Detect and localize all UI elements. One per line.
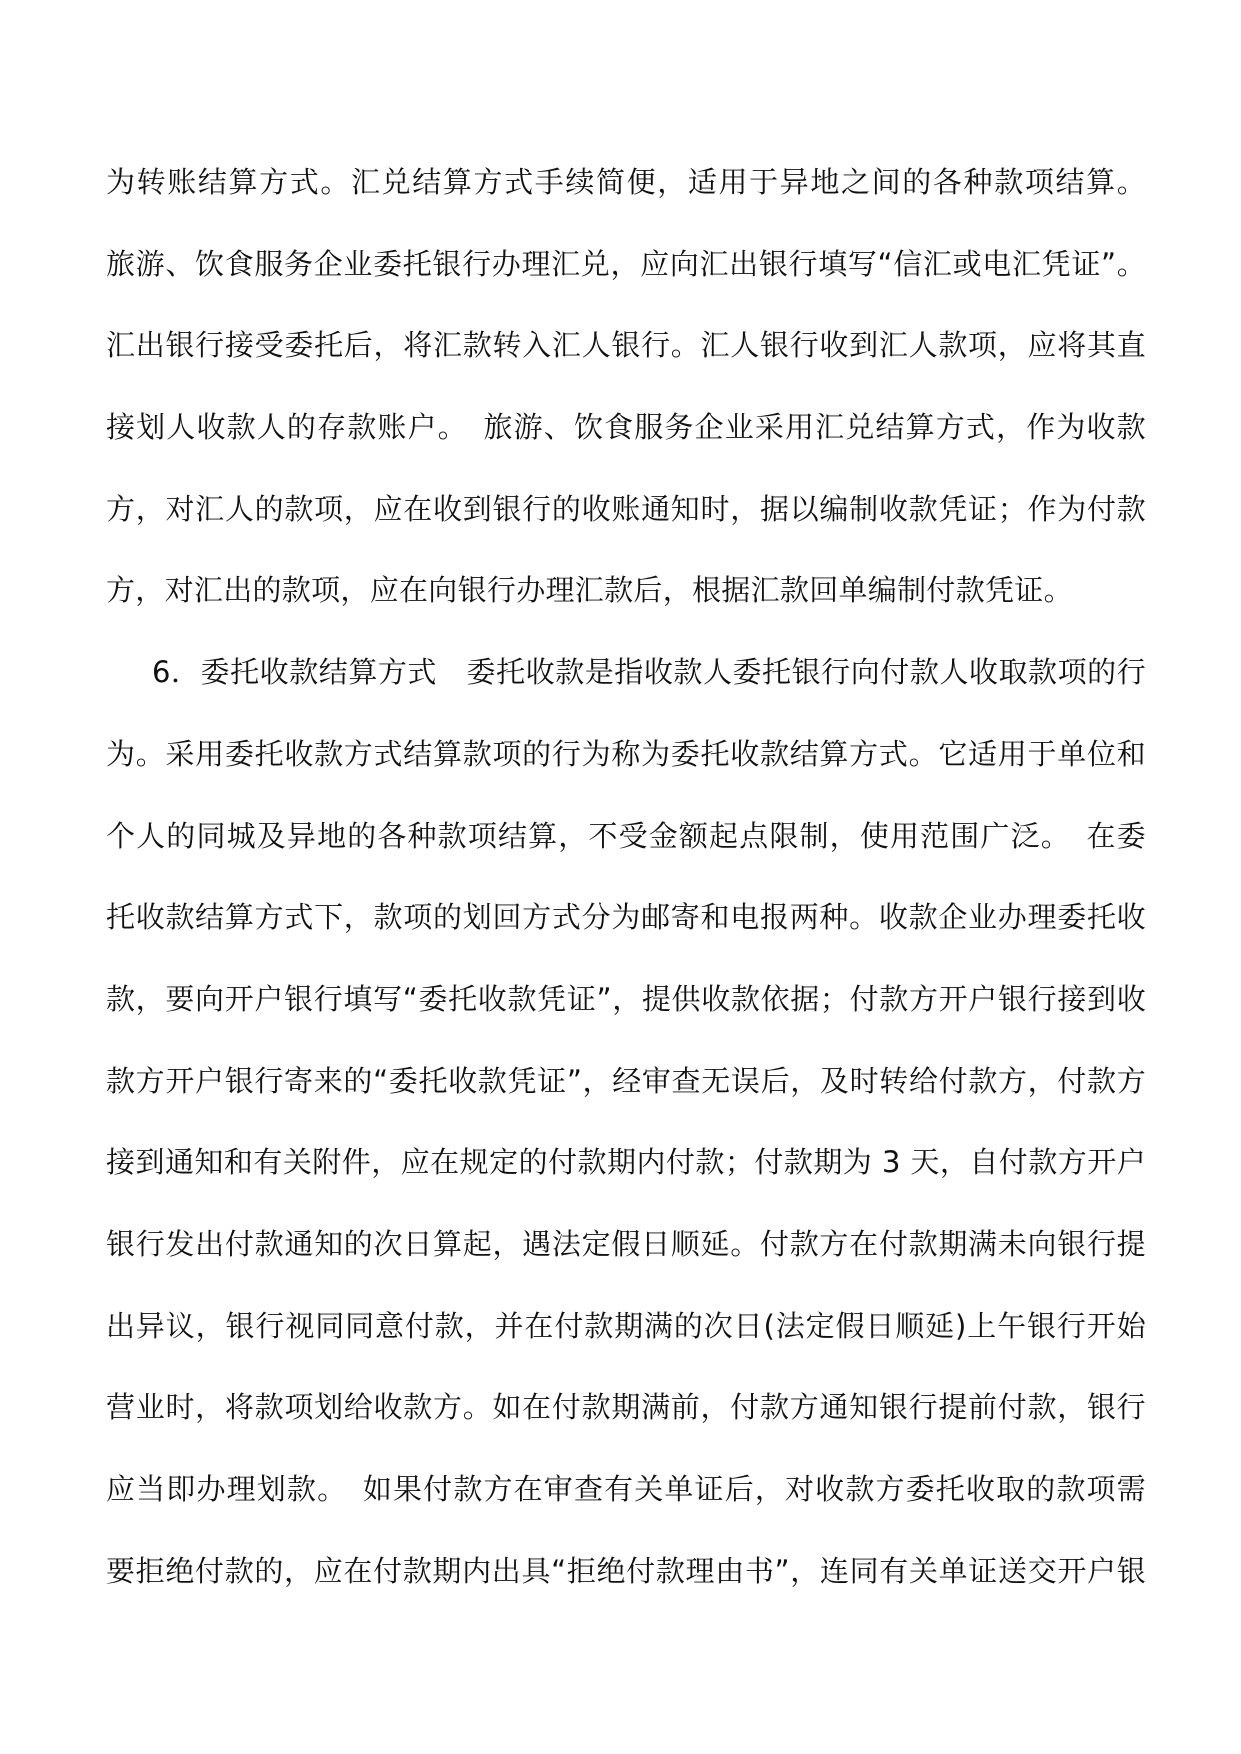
text-line: 银行发出付款通知的次日算起，遇法定假日顺延。付款方在付款期满未向银行提: [106, 1226, 1146, 1261]
text-line: 6．委托收款结算方式 委托收款是指收款人委托银行向付款人收取款项的行: [152, 655, 1146, 690]
text-line: 个人的同城及异地的各种款项结算，不受金额起点限制，使用范围广泛。 在委: [106, 818, 1146, 853]
text-line: 托收款结算方式下，款项的划回方式分为邮寄和电报两种。收款企业办理委托收: [106, 900, 1146, 935]
text-line: 款方开户银行寄来的“委托收款凭证”，经审查无误后，及时转给付款方，付款方: [106, 1063, 1146, 1098]
document-body: [106, 162, 1146, 1632]
text-line: 接到通知和有关附件，应在规定的付款期内付款；付款期为 3 天，自付款方开户: [106, 1145, 1146, 1180]
text-line: 出异议，银行视同同意付款，并在付款期满的次日(法定假日顺延)上午银行开始: [106, 1308, 1146, 1343]
text-line: 款，要向开户银行填写“委托收款凭证”，提供收款依据；付款方开户银行接到收: [106, 981, 1146, 1016]
text-line: 方，对汇出的款项，应在向银行办理汇款后，根据汇款回单编制付款凭证。: [106, 573, 1073, 608]
text-line: 营业时，将款项划给收款方。如在付款期满前，付款方通知银行提前付款，银行: [106, 1390, 1146, 1425]
text-line: 要拒绝付款的，应在付款期内出具“拒绝付款理由书”，连同有关单证送交开户银: [106, 1553, 1146, 1588]
text-line: 接划人收款人的存款账户。 旅游、饮食服务企业采用汇兑结算方式，作为收款: [106, 410, 1146, 445]
text-line: 旅游、饮食服务企业委托银行办理汇兑，应向汇出银行填写“信汇或电汇凭证”。: [106, 246, 1146, 281]
text-line: 方，对汇人的款项，应在收到银行的收账通知时，据以编制收款凭证；作为付款: [106, 491, 1146, 526]
text-line: 汇出银行接受委托后，将汇款转入汇人银行。汇人银行收到汇人款项，应将其直: [106, 328, 1146, 363]
text-line: 为。采用委托收款方式结算款项的行为称为委托收款结算方式。它适用于单位和: [106, 736, 1146, 771]
text-line: 为转账结算方式。汇兑结算方式手续简便，适用于异地之间的各种款项结算。: [106, 165, 1146, 199]
text-line: 应当即办理划款。 如果付款方在审查有关单证后，对收款方委托收取的款项需: [106, 1472, 1146, 1506]
